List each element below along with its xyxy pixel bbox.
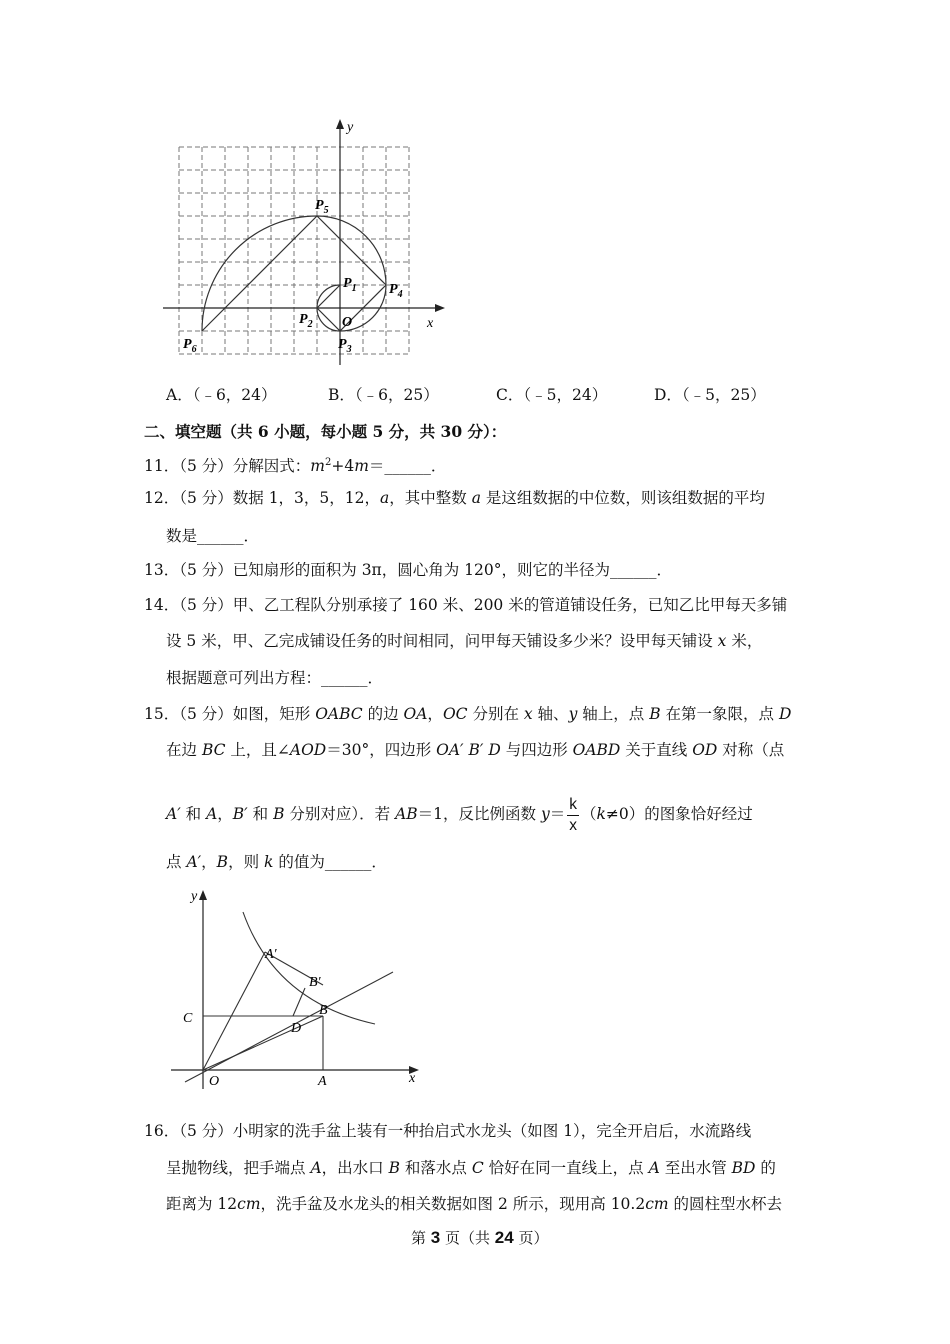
p2-label: $P_2$ — [299, 312, 313, 330]
choice-b: B．（﹣6，25） — [328, 386, 439, 404]
p6-label: $P_6$ — [183, 337, 197, 355]
y-axis-label: y — [347, 120, 354, 135]
question-12-line2: 数是______． — [166, 527, 260, 545]
page-footer: 第 3 页（共 24 页） — [411, 1228, 549, 1247]
choice-c: C．（﹣5，24） — [496, 386, 608, 404]
fig2-o-label: O — [209, 1074, 220, 1089]
origin-label: O — [342, 315, 353, 330]
fig2-y-label: y — [191, 889, 198, 904]
page-total: 24 — [494, 1228, 514, 1247]
question-15-line4: 点 A′，B，则 k 的值为______． — [166, 853, 387, 871]
p4-label: $P_4$ — [389, 282, 403, 300]
question-14-line3: 根据题意可列出方程：______． — [166, 669, 384, 687]
question-16-line1: 16．（5 分）小明家的洗手盆上装有一种抬启式水龙头（如图 1），完全开启后，水流路线 — [144, 1122, 752, 1140]
question-16-line2: 呈抛物线，把手端点 A，出水口 B 和落水点 C 恰好在同一直线上，点 A 至出水管 BD 的 — [166, 1159, 776, 1177]
question-15-line3: A′ 和 A，B′ 和 B 分别对应）．若 AB＝1，反比例函数 y＝ $\frac{k}{x}$ （k≠0）的图象恰好经过 — [166, 795, 753, 834]
figure-rectangle-hyperbola — [165, 882, 425, 1092]
question-12-line1: 12．（5 分）数据 1，3，5，12，a，其中整数 a 是这组数据的中位数，则该组数据的平均 — [144, 489, 765, 507]
question-15-line2: 在边 BC 上，且∠AOD＝30°，四边形 OA′ B′ D 与四边形 OABD 关于直线 OD 对称（点 — [166, 741, 785, 759]
fraction-k-over-x: $\frac{k}{x}$ — [569, 795, 577, 834]
question-13: 13．（5 分）已知扇形的面积为 3π，圆心角为 120°，则它的半径为______． — [144, 561, 673, 579]
x-axis-label: x — [427, 316, 434, 331]
question-15-line1: 15．（5 分）如图，矩形 OABC 的边 OA，OC 分别在 x 轴、y 轴上，点 B 在第一象限，点 D — [144, 705, 792, 723]
choice-a: A．（﹣6，24） — [166, 386, 277, 404]
question-14-line2: 设 5 米，甲、乙完成铺设任务的时间相同，问甲每天铺设多少米？设甲每天铺设 x 米， — [166, 632, 763, 650]
question-11: 11．（5 分）分解因式：$m^2+4m=\_\_\_\_\_\_$． — [144, 457, 447, 476]
fig2-d-label: D — [291, 1021, 302, 1036]
fig2-a-prime-label: A′ — [265, 947, 277, 962]
fig2-a-label: A — [318, 1074, 327, 1089]
fig2-c-label: C — [183, 1011, 193, 1026]
question-14-line1: 14．（5 分）甲、乙工程队分别承接了 160 米、200 米的管道铺设任务，已知乙比甲每天多铺 — [144, 596, 788, 614]
p5-label: $P_5$ — [315, 198, 329, 216]
p3-label: $P_3$ — [338, 337, 352, 355]
p1-label: $P_1$ — [343, 276, 357, 294]
figure-spiral-grid — [155, 115, 455, 365]
fig2-b-label: B — [319, 1003, 328, 1018]
fig2-x-label: x — [409, 1071, 416, 1086]
rectangle-diagram — [165, 882, 425, 1092]
choice-d: D．（﹣5，25） — [654, 386, 766, 404]
spiral-diagram — [155, 115, 455, 365]
section-2-title: 二、填空题（共 6 小题，每小题 5 分，共 30 分）： — [144, 422, 507, 441]
page-number: 3 — [430, 1228, 441, 1247]
question-16-line3: 距离为 12cm，洗手盆及水龙头的相关数据如图 2 所示，现用高 10.2cm 的圆柱型水杯去 — [166, 1195, 783, 1213]
fig2-b-prime-label: B′ — [309, 975, 321, 990]
